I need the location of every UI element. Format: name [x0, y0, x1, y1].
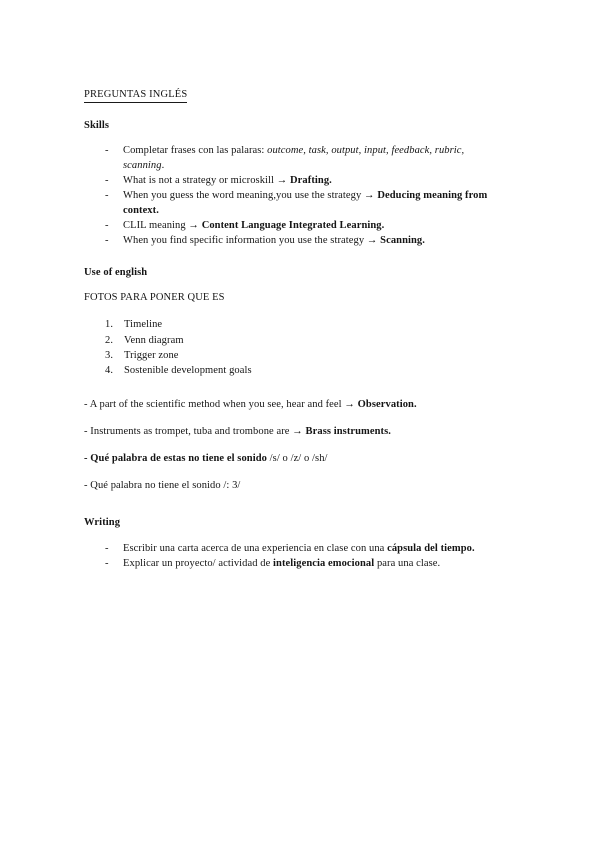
writing-item-2-bold: inteligencia emocional	[273, 557, 375, 569]
skills-item-1-italic: outcome, task, output, input, feedback, rubric, scanning	[123, 145, 465, 172]
statement-2-answer: Brass instruments.	[302, 425, 391, 437]
document-title-row	[84, 84, 498, 103]
skills-item-5-lead: When you find specific information you use the strategy	[123, 234, 367, 246]
writing-list	[84, 542, 498, 572]
writing-item-2-lead: Explicar un proyecto/ actividad de	[123, 557, 274, 569]
section-heading-skills: Skills	[84, 119, 110, 131]
skills-item-3-lead: When you guess the word meaning,you use the strategy	[123, 189, 365, 201]
document-body	[84, 84, 498, 584]
statement-brass-instruments	[84, 425, 498, 439]
page-title: PREGUNTAS INGLÉS	[84, 88, 187, 103]
section-heading-writing: Writing	[84, 517, 121, 529]
skills-item-2-answer: Drafting.	[287, 175, 332, 187]
statement-1-lead: - A part of the scientific method when you see, hear and feel	[84, 398, 345, 410]
arrow-icon: →	[188, 219, 199, 231]
arrow-icon: →	[364, 189, 375, 201]
statement-observation	[84, 398, 498, 412]
list-item	[84, 144, 498, 174]
skills-item-3-answer: Deducing meaning from context.	[123, 189, 488, 216]
skills-item-4-answer: Content Language Integrated Learning.	[198, 219, 385, 231]
list-item	[84, 189, 498, 219]
list-item: Venn diagram	[124, 334, 184, 346]
statement-2-lead: - Instruments as trompet, tuba and trombone are	[84, 425, 293, 437]
list-item	[84, 219, 498, 234]
fotos-subheading: FOTOS PARA PONER QUE ES	[84, 292, 225, 304]
skills-list	[84, 144, 498, 248]
arrow-icon: →	[292, 425, 303, 437]
statement-3-tail: /s/ o /z/ o /sh/	[269, 453, 328, 465]
writing-item-2-tail: para una clase.	[374, 557, 441, 569]
list-item	[84, 174, 498, 189]
statement-1-answer: Observation.	[354, 398, 417, 410]
list-item	[84, 234, 498, 249]
skills-item-4-lead: CLIL meaning	[123, 219, 189, 231]
skills-item-1-lead: Completar frases con las palaras:	[123, 145, 268, 157]
list-item	[84, 542, 498, 557]
list-item: Trigger zone	[124, 350, 179, 362]
fotos-numbered-list	[84, 317, 498, 378]
section-heading-use-of-english: Use of english	[84, 266, 148, 278]
arrow-icon: →	[344, 398, 355, 410]
skills-item-5-answer: Scanning.	[377, 234, 425, 246]
writing-item-1-bold: cápsula del tiempo.	[387, 543, 475, 555]
list-item: Timeline	[124, 319, 163, 331]
statement-3-lead: - Qué palabra de estas no tiene el sonido	[84, 453, 270, 465]
list-item: Sostenible development goals	[124, 365, 252, 377]
spacer	[84, 506, 498, 516]
writing-item-1-lead: Escribir una carta acerca de una experiencia en clase con una	[123, 543, 388, 555]
arrow-icon: →	[276, 175, 288, 187]
skills-item-1-tail: .	[161, 160, 165, 172]
statement-sound-s-z-sh	[84, 452, 498, 466]
skills-item-2-lead: What is not a strategy or microskill	[123, 175, 277, 187]
list-item	[84, 557, 498, 572]
arrow-icon: →	[366, 234, 378, 246]
statement-sound-schwa: - Qué palabra no tiene el sonido /: 3/	[84, 480, 241, 492]
